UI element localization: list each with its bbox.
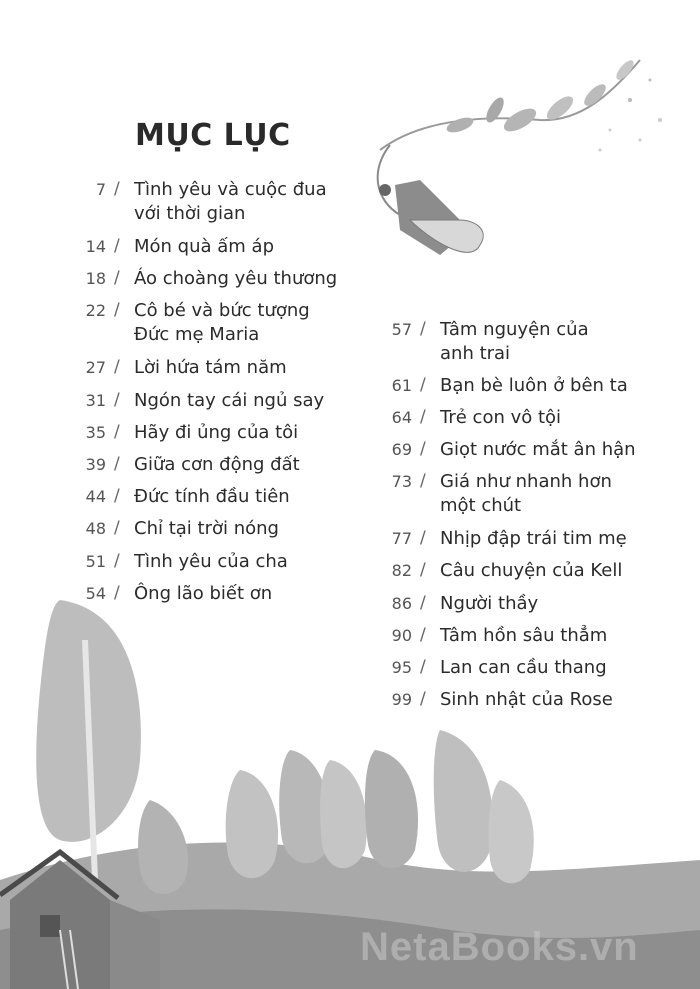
separator: / bbox=[114, 300, 120, 320]
entry-title: Cô bé và bức tượng Đức mẹ Maria bbox=[134, 300, 310, 345]
page-number: 14 bbox=[85, 237, 106, 256]
separator: / bbox=[114, 236, 120, 256]
page-number: 54 bbox=[85, 584, 106, 603]
entry-title: Giá như nhanh hơn một chút bbox=[440, 471, 612, 516]
entry-title: Nhịp đập trái tim mẹ bbox=[440, 528, 627, 549]
entry-title: Người thầy bbox=[440, 593, 539, 614]
fairy-illustration bbox=[378, 58, 662, 255]
page-number: 51 bbox=[85, 552, 106, 571]
entry-title: Lời hứa tám năm bbox=[134, 357, 287, 378]
entry-title: Tâm nguyện của anh trai bbox=[440, 319, 589, 364]
page-number: 35 bbox=[85, 423, 106, 442]
page-number: 31 bbox=[85, 391, 106, 410]
separator: / bbox=[114, 390, 120, 410]
separator: / bbox=[420, 375, 426, 395]
separator: / bbox=[420, 657, 426, 677]
page-number: 86 bbox=[391, 594, 412, 613]
separator: / bbox=[420, 407, 426, 427]
entry-title: Hãy đi ủng của tôi bbox=[134, 422, 299, 443]
separator: / bbox=[114, 422, 120, 442]
separator: / bbox=[114, 179, 120, 199]
page-title: MỤC LỤC bbox=[135, 118, 291, 153]
separator: / bbox=[420, 593, 426, 613]
page-number: 82 bbox=[391, 561, 412, 580]
page-number: 22 bbox=[85, 301, 106, 320]
watermark: NetaBooks.vn bbox=[360, 925, 639, 969]
entry-title: Giữa cơn động đất bbox=[134, 454, 300, 475]
separator: / bbox=[114, 551, 120, 571]
entry-title: Tình yêu và cuộc đua với thời gian bbox=[134, 179, 327, 224]
separator: / bbox=[420, 528, 426, 548]
page-number: 18 bbox=[85, 269, 106, 288]
entry-title: Chỉ tại trời nóng bbox=[134, 518, 279, 539]
separator: / bbox=[420, 439, 426, 459]
page-number: 69 bbox=[391, 440, 412, 459]
separator: / bbox=[114, 357, 120, 377]
page-number: 44 bbox=[85, 487, 106, 506]
page-number: 77 bbox=[391, 529, 412, 548]
page-number: 73 bbox=[391, 472, 412, 491]
separator: / bbox=[420, 319, 426, 339]
page-number: 61 bbox=[391, 376, 412, 395]
page-number: 90 bbox=[391, 626, 412, 645]
entry-title: Ông lão biết ơn bbox=[134, 583, 273, 604]
entry-title: Món quà ấm áp bbox=[134, 236, 275, 257]
page-number: 48 bbox=[85, 519, 106, 538]
separator: / bbox=[420, 625, 426, 645]
entry-title: Tâm hồn sâu thẳm bbox=[440, 625, 608, 646]
separator: / bbox=[114, 518, 120, 538]
entry-title: Trẻ con vô tội bbox=[440, 407, 562, 428]
separator: / bbox=[114, 454, 120, 474]
page-number: 39 bbox=[85, 455, 106, 474]
entry-title: Bạn bè luôn ở bên ta bbox=[440, 375, 628, 396]
entry-title: Tình yêu của cha bbox=[134, 551, 288, 572]
entry-title: Ngón tay cái ngủ say bbox=[134, 390, 325, 411]
entry-title: Sinh nhật của Rose bbox=[440, 689, 613, 710]
separator: / bbox=[114, 268, 120, 288]
entry-title: Áo choàng yêu thương bbox=[134, 268, 338, 289]
entry-title: Giọt nước mắt ân hận bbox=[440, 439, 636, 460]
entry-title: Đức tính đầu tiên bbox=[134, 486, 290, 507]
separator: / bbox=[114, 486, 120, 506]
separator: / bbox=[420, 560, 426, 580]
entry-title: Câu chuyện của Kell bbox=[440, 560, 623, 581]
entry-title: Lan can cầu thang bbox=[440, 657, 607, 678]
page-number: 7 bbox=[95, 180, 106, 199]
page-number: 57 bbox=[391, 320, 412, 339]
separator: / bbox=[420, 471, 426, 491]
separator: / bbox=[114, 583, 120, 603]
page-number: 95 bbox=[391, 658, 412, 677]
page-number: 99 bbox=[391, 690, 412, 709]
separator: / bbox=[420, 689, 426, 709]
page-number: 64 bbox=[391, 408, 412, 427]
page-number: 27 bbox=[85, 358, 106, 377]
